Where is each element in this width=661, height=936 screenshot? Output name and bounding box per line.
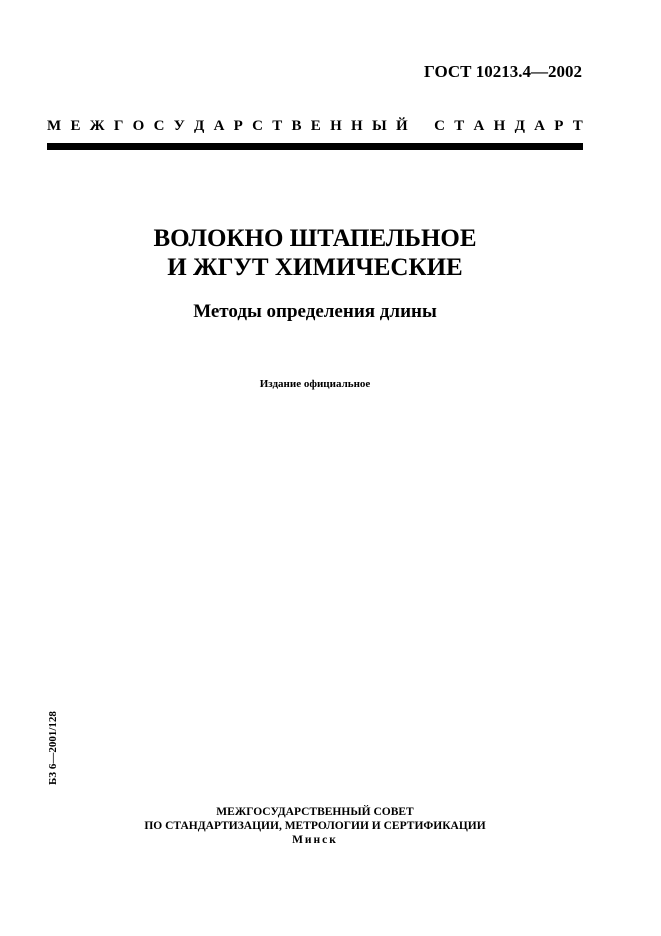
document-subtitle: Методы определения длины <box>193 301 437 322</box>
title-line-2: И ЖГУТ ХИМИЧЕСКИЕ <box>167 254 463 281</box>
standard-code: ГОСТ 10213.4—2002 <box>424 62 582 81</box>
header-rule <box>47 143 583 150</box>
banner-letter: Е <box>70 118 81 134</box>
banner-letter: Д <box>514 118 525 134</box>
banner-letter: Н <box>351 118 363 134</box>
interstate-standard-banner <box>47 118 583 135</box>
banner-letter: Н <box>493 118 506 134</box>
publisher-line-2: ПО СТАНДАРТИЗАЦИИ, МЕТРОЛОГИИ И СЕРТИФИКАЦИИ <box>144 820 486 832</box>
publisher-line-1: МЕЖГОСУДАРСТВЕННЫЙ СОВЕТ <box>216 806 414 818</box>
title-line-1: ВОЛОКНО ШТАПЕЛЬНОЕ <box>153 225 477 252</box>
edition-note: Издание официальное <box>259 378 371 390</box>
banner-letter: Т <box>454 118 465 134</box>
document-title <box>47 224 583 282</box>
banner-letter: В <box>291 118 302 134</box>
banner-letter: Д <box>193 118 205 134</box>
banner-letter: С <box>434 118 445 134</box>
banner-letter: А <box>213 118 225 134</box>
banner-letter: А <box>534 118 546 134</box>
banner-letter: Т <box>272 118 283 134</box>
banner-letter: У <box>173 118 185 134</box>
banner-letter: Ж <box>89 118 105 134</box>
side-note: БЗ 6—2001/128 <box>47 711 59 785</box>
banner-letter: А <box>473 118 485 134</box>
banner-letter: Й <box>395 118 408 134</box>
banner-letter: Р <box>233 118 243 134</box>
banner-letter: М <box>47 118 62 134</box>
publisher-block <box>47 805 583 847</box>
banner-letter: Ы <box>371 118 387 134</box>
banner-letter: Г <box>113 118 124 134</box>
banner-letter: Т <box>572 118 583 134</box>
banner-letter: О <box>132 118 145 134</box>
banner-letter: С <box>153 118 165 134</box>
banner-letter: Н <box>330 118 342 134</box>
banner-letter: Е <box>310 118 321 134</box>
publisher-city: Минск <box>292 834 338 846</box>
banner-letter: С <box>252 118 263 134</box>
banner-letter: Р <box>554 118 564 134</box>
banner-letter <box>417 118 425 135</box>
